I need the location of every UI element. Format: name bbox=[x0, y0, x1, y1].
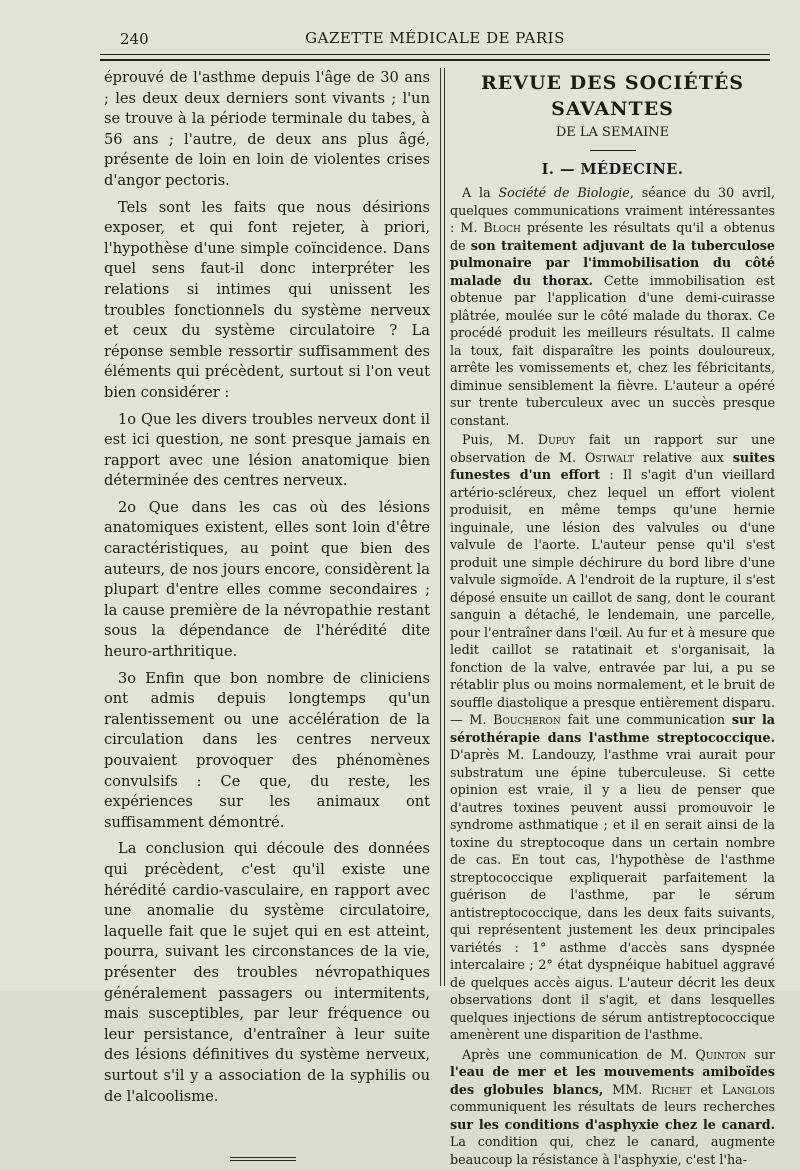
section-subtitle: DE LA SEMAINE bbox=[555, 125, 670, 140]
article-end-rule bbox=[230, 1157, 296, 1161]
subsection-heading: I. — MÉDECINE. bbox=[541, 161, 684, 178]
journal-title: GAZETTE MÉDICALE DE PARIS bbox=[305, 29, 565, 47]
page-number: 240 bbox=[120, 30, 149, 48]
paragraph-dupuy-report: Puis, M. Dupuy fait un rapport sur une observation de M. Ostwalt relative aux suites funestes d'un effort : Il s'agit d'un vieillard artério-scléreux, chez lequel un effort violent produisit, en même temps qu'une hernie inguinale, une lésion des valvules ou d'une valvule de l'aorte. L'auteur pense qu'il s'est produit une simple déchirure du bord libre d'une valvule sigmoïde. A l'endroit de la rupture, il s'est déposé ensuite un caillot de sang, dont le courant sanguin a détaché, le lendemain, une parcelle, pour l'entraîner dans l'œil. Au fur et à mesure que ledit caillot se ratatinait et s'organisait, la fonction de la valve, entravée par lui, a pu se rétablir plus ou moins normalement, et le bruit de souffle diastolique a presque entièrement disparu. — M. Boucheron fait une communication sur la sérothérapie dans l'asthme streptococcique. D'après M. Landouzy, l'asthme vrai aurait pour substratum une épine tuberculeuse. Si cette opinion est vraie, il y a lieu de penser que d'autres toxines peuvent aussi promouvoir le syndrome asthmatique ; et il en serait ainsi de la toxine du streptocoque dans un certain nombre de cas. En tout cas, l'hypothèse de l'asthme streptococcique expliquerait parfaitement la guérison de l'asthme, par le sérum antistreptococcique, dans les deux faits suivants, qui représentent justement les deux principales variétés : 1° asthme d'accès sans dyspnée intercalaire ; 2° état dyspnéique habituel aggravé de quelques accès aigus. L'auteur décrit les deux observations dont il s'agit, et dans lesquelles quelques injections de sérum antistreptococcique amenèrent une disparition de l'asthme. bbox=[450, 432, 776, 1042]
section-title: REVUE DES SOCIÉTÉS SAVANTES bbox=[480, 72, 745, 120]
paragraph-asphyxia: Après une communication de M. Quinton sur l'eau de mer et les mouvements amiboïdes des globules blancs, MM. Richet et Langlois communiquent les résultats de leurs recherches sur les conditions d'asphyxie chez le canard. La condition qui, chez le canard, augmente beaucoup la résistance à l'asphyxie, c'est l'ha- bbox=[450, 1046, 775, 1167]
running-head bbox=[100, 28, 770, 50]
paragraph-biology-society: A la Société de Biologie, séance du 30 avril, quelques communications vraiment intéressantes : M. Bloch présente les résultats qu'il a obtenus de son traitement adjuvant de la tuberculose pulmonaire par l'immobilisation du côté malade du thorax. Cette immobilisation est obtenue par l'application d'une demi-cuirasse plâtrée, moulée sur le côté malade du thorax. Ce procédé produit les meilleurs résultats. Il calme la toux, fait disparaître les points douloureux, arrête les vomissements et, chez les fébricitants, diminue sensiblement la fièvre. L'auteur a opéré sur trente tuberculeux avec un succès presque constant. bbox=[450, 185, 775, 428]
left-column bbox=[104, 68, 430, 1161]
paragraph-point-1: 1o Que les divers troubles nerveux dont il est ici question, ne sont presque jamais en rapport avec une lésion anatomique bien déterminée des centres nerveux. bbox=[104, 410, 430, 490]
paragraph-asthma-continuation: éprouvé de l'asthme depuis l'âge de 30 ans ; les deux deux derniers sont vivants ; l'un se trouve à la période terminale du tabes, à 56 ans ; l'autre, de deux ans plus âgé, présente de loin en loin de violentes crises d'angor pectoris. bbox=[104, 69, 430, 189]
right-column bbox=[450, 70, 775, 1170]
header-rule bbox=[100, 54, 770, 61]
paragraph-point-3: 3o Enfin que bon nombre de cliniciens ont admis depuis longtemps qu'un ralentissement ou une accélération de la circulation dans les centres nerveux pouvaient provoquer des phénomènes convulsifs : Ce que, du reste, les expériences sur les animaux ont suffisamment démontré. bbox=[104, 669, 430, 831]
paragraph-conclusion: La conclusion qui découle des données qui précèdent, c'est qu'il existe une hérédité cardio-vasculaire, en rapport avec une anomalie du système circulatoire, laquelle fait que le sujet qui en est atteint, pourra, suivant les circonstances de la vie, présenter des troubles névropathiques généralement passagers ou intermitents, mais susceptibles, par leur fréquence ou leur persistance, d'entraîner à leur suite des lésions définitives du système nerveux, surtout s'il y a association de la syphilis ou de l'alcoolisme. bbox=[104, 840, 430, 1105]
paragraph-point-2: 2o Que dans les cas où des lésions anatomiques existent, elles sont loin d'être caractéristiques, au point que bien des auteurs, de nos jours encore, considèrent la plupart d'entre elles comme secondaires ; la cause première de la névropathie restant sous la dépendance de l'hérédité dite heuro-arthritique. bbox=[104, 498, 430, 661]
column-divider bbox=[440, 68, 445, 986]
paragraph-facts: Tels sont les faits que nous désirions exposer, et qui font rejeter, à priori, l'hypothèse d'une simple coïncidence. Dans quel sens faut-il donc interpréter les relations si intimes qui unissent les troubles fonctionnels du système nerveux et ceux du système circulatoire ? La réponse semble ressortir suffisamment des éléments qui précèdent, surtout si l'on veut bien considérer : bbox=[104, 198, 430, 401]
section-rule bbox=[590, 150, 636, 151]
